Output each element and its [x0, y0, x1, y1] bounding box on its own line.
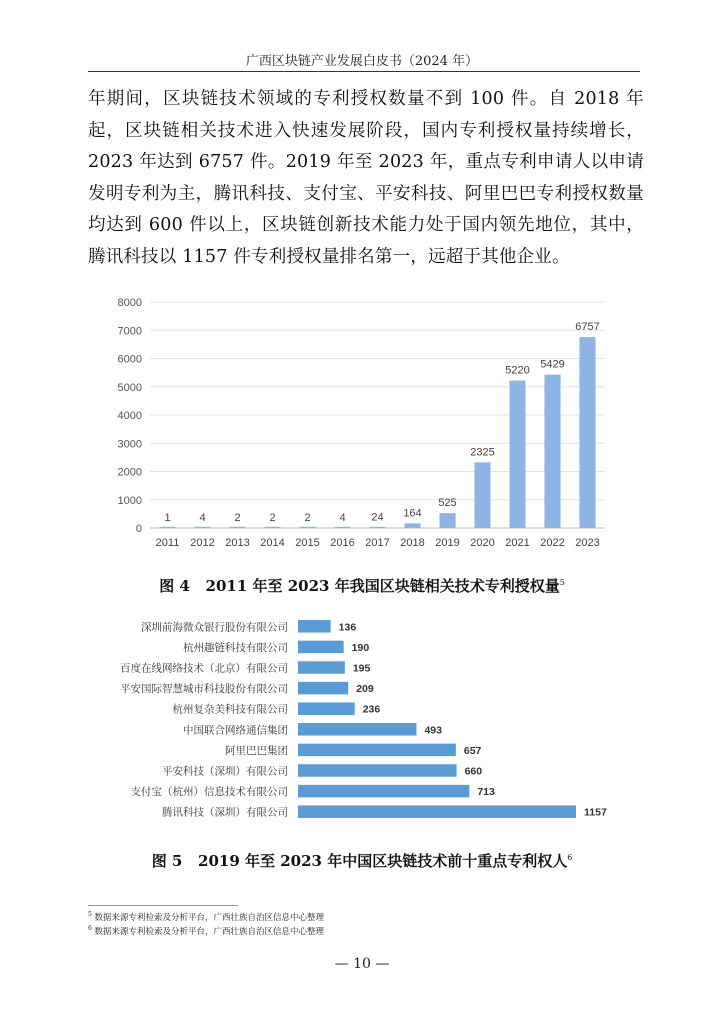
- bar: [194, 527, 210, 528]
- bar: [474, 462, 490, 528]
- data-label: 5220: [505, 364, 530, 377]
- y-tick-label: 1000: [117, 494, 142, 507]
- patent-grants-bar-chart: [100, 292, 620, 554]
- y-tick-label: 0: [135, 523, 142, 535]
- footnote-text: 数据来源专利检索及分析平台，广西壮族自治区信息中心整理: [94, 927, 325, 937]
- y-tick-label: 8000: [117, 297, 142, 309]
- bar: [509, 381, 525, 528]
- header-rule: [88, 71, 640, 72]
- category-label: 百度在线网络技术（北京）有限公司: [120, 662, 288, 675]
- y-tick-label: 4000: [117, 410, 142, 422]
- x-tick-label: 2013: [225, 537, 250, 549]
- data-label: 4: [199, 511, 206, 524]
- data-label: 2: [234, 511, 241, 524]
- bar: [298, 764, 457, 777]
- running-header: 广西区块链产业发展白皮书（2024 年）: [245, 54, 479, 69]
- figure-4-footnote-ref: 5: [559, 578, 565, 587]
- data-label: 6757: [575, 321, 600, 334]
- data-label: 136: [338, 621, 357, 634]
- category-label: 平安科技（深圳）有限公司: [162, 765, 288, 778]
- bar: [298, 723, 416, 736]
- page-number: — 10 —: [334, 956, 390, 972]
- footnote-text: 数据来源专利检索及分析平台，广西壮族自治区信息中心整理: [94, 913, 325, 923]
- body-paragraph: 年期间，区块链技术领域的专利授权数量不到 100 件。自 2018 年起，区块链相关技术进入快速发展阶段，国内专利授权量持续增长，2023 年达到 6757 件。2019 年至 2023 年，重点专利申请人以申请发明专利为主，腾讯科技、支付宝、平安科技、阿里巴巴专利授权数量均达到 600 件以上，区块链创新技术能力处于国内领先地位，其中，腾讯科技以 1157 件专利授权量排名第一，远超于其他企业。: [88, 89, 644, 267]
- data-label: 2325: [470, 446, 495, 459]
- data-label: 1: [164, 511, 171, 524]
- x-tick-label: 2018: [400, 537, 425, 549]
- bar: [298, 620, 331, 633]
- x-tick-label: 2015: [295, 537, 320, 549]
- data-label: 195: [352, 662, 371, 675]
- data-label: 525: [438, 497, 457, 510]
- data-label: 5429: [540, 358, 565, 371]
- bar: [404, 523, 420, 528]
- bar: [334, 527, 350, 528]
- bar: [298, 641, 344, 654]
- bar: [439, 513, 455, 528]
- bar: [264, 527, 280, 528]
- footnote-6: [88, 925, 324, 937]
- footnote-mark: 6: [88, 925, 92, 933]
- bar: [298, 682, 348, 695]
- data-label: 660: [464, 765, 483, 778]
- footnote-5: [88, 911, 324, 923]
- x-tick-label: 2012: [190, 537, 215, 549]
- category-label: 平安国际智慧城市科技股份有限公司: [120, 683, 288, 696]
- bar: [159, 527, 175, 528]
- category-label: 深圳前海微众银行股份有限公司: [141, 621, 288, 634]
- bar: [298, 702, 355, 715]
- y-tick-label: 2000: [117, 466, 142, 479]
- x-tick-label: 2014: [260, 537, 285, 549]
- y-tick-label: 3000: [117, 438, 142, 451]
- x-tick-label: 2020: [470, 537, 495, 549]
- data-label: 236: [362, 703, 381, 716]
- footnote-mark: 5: [88, 911, 92, 919]
- data-label: 209: [356, 683, 374, 696]
- data-label: 1157: [584, 806, 607, 819]
- figure-5-text: 2019 年至 2023 年中国区块链技术前十重点专利权人: [198, 852, 568, 870]
- bar: [298, 744, 456, 757]
- y-tick-label: 5000: [117, 381, 142, 394]
- figure-5-label: 图 5: [151, 852, 183, 870]
- category-label: 阿里巴巴集团: [225, 744, 288, 757]
- footnote-rule: [88, 905, 238, 906]
- x-tick-label: 2017: [365, 537, 390, 549]
- category-label: 杭州趣链科技有限公司: [183, 641, 288, 654]
- figure-4-text: 2011 年至 2023 年我国区块链相关技术专利授权量: [205, 577, 560, 595]
- x-tick-label: 2022: [540, 537, 565, 549]
- bar: [298, 805, 576, 818]
- data-label: 657: [463, 744, 482, 757]
- bar: [299, 527, 315, 528]
- data-label: 713: [477, 786, 495, 799]
- figure-5-footnote-ref: 6: [567, 853, 573, 862]
- category-label: 腾讯科技（深圳）有限公司: [162, 806, 288, 819]
- bar: [579, 337, 595, 528]
- figure-5-caption: [0, 850, 724, 871]
- x-tick-label: 2023: [575, 537, 600, 549]
- bar: [369, 527, 385, 528]
- x-tick-label: 2019: [435, 537, 460, 549]
- x-tick-label: 2011: [155, 537, 180, 549]
- bar: [298, 785, 469, 798]
- data-label: 4: [339, 511, 346, 524]
- y-tick-label: 7000: [117, 325, 142, 338]
- figure-4-label: 图 4: [159, 577, 190, 595]
- top-patent-holders-bar-chart: [88, 608, 628, 828]
- y-tick-label: 6000: [117, 353, 142, 366]
- x-tick-label: 2021: [505, 537, 530, 549]
- category-label: 支付宝（杭州）信息技术有限公司: [130, 786, 288, 799]
- data-label: 2: [269, 511, 276, 524]
- data-label: 24: [371, 511, 384, 524]
- category-label: 中国联合网络通信集团: [183, 724, 288, 737]
- data-label: 493: [424, 724, 442, 737]
- bar: [229, 527, 245, 528]
- x-tick-label: 2016: [330, 537, 355, 549]
- category-label: 杭州复杂美科技有限公司: [172, 703, 288, 716]
- bar: [298, 661, 345, 674]
- figure-4-caption: [0, 575, 724, 596]
- bar: [544, 375, 560, 528]
- data-label: 164: [403, 507, 422, 520]
- data-label: 190: [351, 641, 370, 654]
- data-label: 2: [304, 511, 311, 524]
